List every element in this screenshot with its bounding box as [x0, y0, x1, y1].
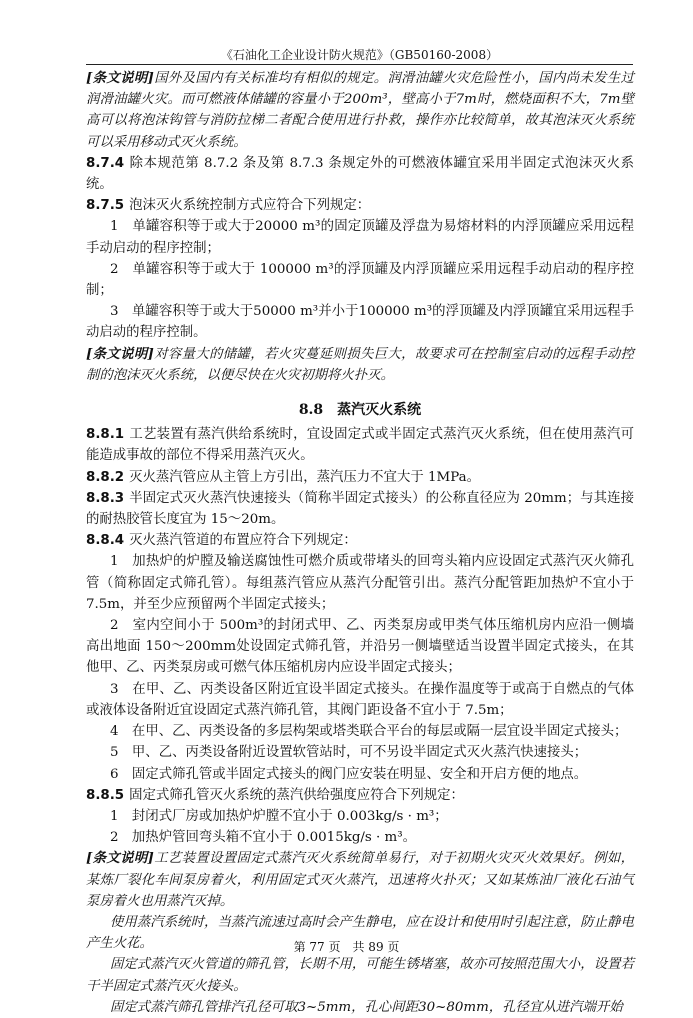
explanation-text: 固定式蒸汽筛孔管排汽孔径可取3~5mm，孔心间距30~80mm，孔径宜从进汽端开始	[110, 999, 623, 1015]
list-item-text: 4 在甲、乙、丙类设备的多层构架或塔类联合平台的每层或隔一层宜设半固定式接头；	[110, 724, 628, 740]
list-item-text: 5 甲、乙、丙类设备附近设置软管站时，可不另设半固定式灭火蒸汽快速接头；	[110, 745, 588, 761]
list-item-text: 3 在甲、乙、丙类设备区附近宜设半固定式接头。在操作温度等于或高于自燃点的气体或液体设备附近宜设固定式蒸汽筛孔管，其阀门距设备不宜小于 7.5m；	[86, 681, 634, 718]
clause-number: 8.7.5	[86, 198, 125, 214]
list-item-text: 2 加热炉管回弯头箱不宜小于 0.0015kg/s · m³。	[110, 830, 417, 846]
clause-paragraph	[86, 530, 634, 551]
list-item	[86, 764, 634, 785]
clause-paragraph	[86, 153, 634, 195]
clause-number: 8.8.4	[86, 533, 125, 549]
list-item	[86, 806, 634, 827]
clause-paragraph	[86, 785, 634, 806]
list-item-text: 2 室内空间小于 500m³的封闭式甲、乙、丙类泵房或甲类气体压缩机房内应沿一侧墙高出地面 150～200mm处设固定式筛孔管，并沿另一侧墙壁适当设置半固定式接头，在其他甲、乙、丙类泵房或可燃气体压缩机房内应设半固定式接头；	[86, 618, 634, 676]
clause-paragraph	[86, 424, 634, 466]
explanation-label: [条文说明]	[86, 70, 154, 86]
clause-text: 半固定式灭火蒸汽快速接头（简称半固定式接头）的公称直径应为 20mm；与其连接的耐热胶管长度宜为 15～20m。	[86, 490, 634, 528]
explanation-paragraph	[86, 68, 634, 153]
clause-number: 8.7.4	[86, 155, 125, 171]
list-item	[86, 721, 634, 742]
list-item-text: 1 单罐容积等于或大于20000 m³的固定顶罐及浮盘为易熔材料的内浮顶罐应采用远程手动启动的程序控制；	[86, 219, 634, 256]
clause-number: 8.8.1	[86, 427, 125, 443]
section-heading	[86, 400, 634, 421]
list-item-text: 3 单罐容积等于或大于50000 m³并小于100000 m³的浮顶罐及内浮顶罐宜采用远程手动启动的程序控制。	[86, 304, 634, 341]
explanation-text: 固定式蒸汽灭火管道的筛孔管，长期不用，可能生锈堵塞，故亦可按照范围大小，设置若干半固定式蒸汽灭火接头。	[86, 957, 634, 994]
list-item-text: 6 固定式筛孔管或半固定式接头的阀门应安装在明显、安全和开启方便的地点。	[110, 766, 588, 782]
explanation-paragraph	[86, 954, 634, 996]
list-item	[86, 679, 634, 721]
page-footer: 第 77 页 共 89 页	[293, 940, 400, 954]
list-item	[86, 301, 634, 343]
clause-number: 8.8.2	[86, 469, 125, 485]
clause-text: 泡沫灭火系统控制方式应符合下列规定：	[129, 198, 371, 214]
explanation-text: 使用蒸汽系统时，当蒸汽流速过高时会产生静电，应在设计和使用时引起注意，防止静电产生火花。	[86, 914, 634, 952]
explanation-text: 国外及国内有关标准均有相似的规定。润滑油罐火灾危险性小，国内尚未发生过润滑油罐火灾。而可燃液体储罐的容量小于200m³，壁高小于7m时，燃烧面积不大，7m壁高可以将泡沫钩管与消防拉梯二者配合使用进行扑救，操作亦比较简单，故其泡沫灭火系统可以采用移动式灭火系统。	[86, 71, 635, 150]
clause-number: 8.8.3	[86, 490, 125, 506]
clause-paragraph	[86, 488, 634, 530]
clause-paragraph	[86, 195, 634, 216]
clause-text: 除本规范第 8.7.2 条及第 8.7.3 条规定外的可燃液体罐宜采用半固定式泡沫灭火系统。	[86, 155, 634, 193]
list-item	[86, 551, 634, 615]
explanation-label: [条文说明]	[86, 345, 154, 362]
list-item	[86, 827, 634, 848]
list-item	[86, 615, 634, 679]
clause-text: 灭火蒸汽管道的布置应符合下列规定：	[129, 533, 357, 549]
section-heading-text: 8.8 蒸汽灭火系统	[298, 402, 422, 419]
list-item-text: 1 封闭式厂房或加热炉炉膛不宜小于 0.003kg/s · m³；	[110, 808, 448, 824]
list-item	[86, 259, 634, 301]
explanation-text: 对容量大的储罐，若火灾蔓延则损失巨大，故要求可在控制室启动的远程手动控制的泡沫灭火系统，以便尽快在火灾初期将火扑灭。	[86, 346, 635, 383]
explanation-label: [条文说明]	[86, 850, 154, 867]
explanation-paragraph	[86, 344, 634, 386]
clause-text: 固定式筛孔管灭火系统的蒸汽供给强度应符合下列规定：	[129, 787, 464, 803]
explanation-paragraph	[86, 997, 634, 1018]
clause-text: 灭火蒸汽管应从主管上方引出，蒸汽压力不宜大于 1MPa。	[129, 469, 481, 485]
clause-paragraph	[86, 467, 634, 488]
clause-text: 工艺装置有蒸汽供给系统时，宜设固定式或半固定式蒸汽灭火系统，但在使用蒸汽可能造成事故的部位不得采用蒸汽灭火。	[86, 427, 634, 464]
list-item-text: 1 加热炉的炉膛及输送腐蚀性可燃介质或带堵头的回弯头箱内应设固定式蒸汽灭火筛孔管（简称固定式筛孔管）。每组蒸汽管应从蒸汽分配管引出。蒸汽分配管距加热炉不宜小于 7.5m，并至少应预留两个半固定式接头；	[86, 554, 634, 612]
page-content	[86, 68, 634, 1018]
list-item	[86, 742, 634, 763]
explanation-paragraph	[86, 848, 634, 912]
clause-number: 8.8.5	[86, 787, 125, 803]
explanation-text: 工艺装置设置固定式蒸汽灭火系统简单易行，对于初期火灾灭火效果好。例如，某炼厂裂化车间泵房着火，利用固定式灭火蒸汽，迅速将火扑灭；又如某炼油厂液化石油气泵房着火也用蒸汽灭掉。	[86, 851, 635, 909]
list-item-text: 2 单罐容积等于或大于 100000 m³的浮顶罐及内浮顶罐应采用远程手动启动的程序控制；	[86, 261, 634, 299]
running-header: 《石油化工企业设计防火规范》（GB50160-2008）	[86, 46, 633, 65]
list-item	[86, 216, 634, 258]
